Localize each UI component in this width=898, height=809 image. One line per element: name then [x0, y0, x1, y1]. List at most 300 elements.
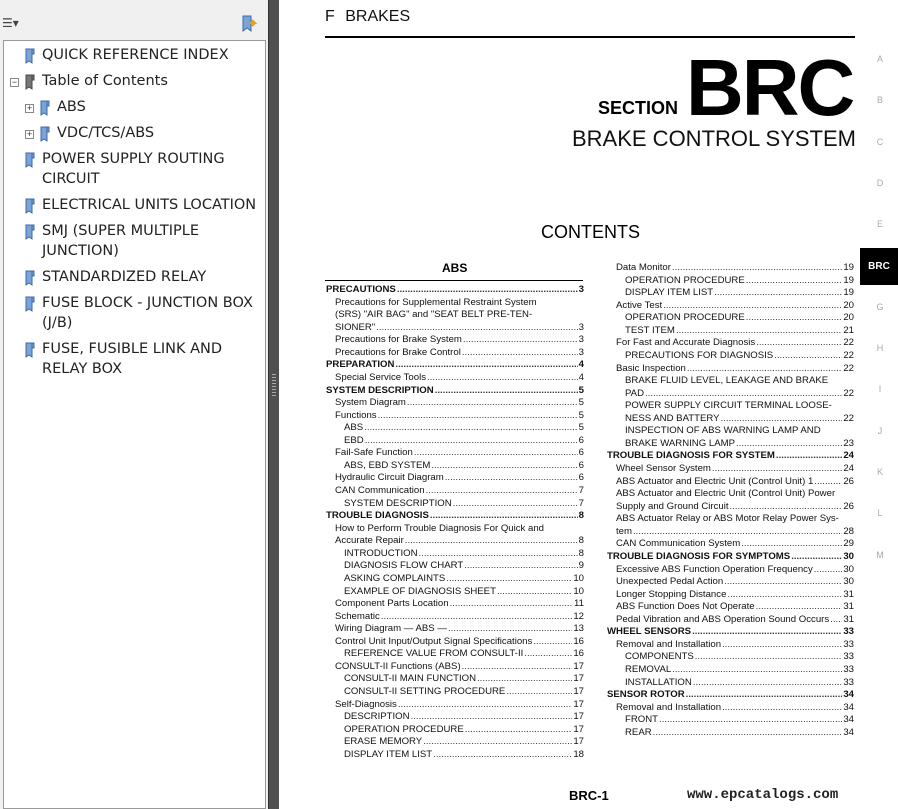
dot-leader — [645, 388, 842, 401]
toc-entry-page: 17 — [573, 723, 584, 735]
toc-entry-title: DISPLAY ITEM LIST — [625, 287, 714, 299]
toc-entry-page: 24 — [843, 450, 854, 462]
toc-entry[interactable] — [607, 350, 854, 363]
dot-leader — [746, 275, 843, 288]
toc-entry-title: ABS Actuator and Electric Unit (Control Unit) 1 — [616, 475, 814, 487]
toc-entry-title: TROUBLE DIAGNOSIS FOR SYSTEM — [607, 450, 775, 462]
toc-entry[interactable] — [607, 564, 854, 577]
toc-entry-title: ABS Actuator Relay or ABS Motor Relay Power Sys- — [616, 513, 839, 525]
toc-entry[interactable] — [607, 727, 854, 740]
dot-leader — [659, 714, 842, 727]
toc-entry-title: REFERENCE VALUE FROM CONSULT-II — [344, 648, 524, 660]
toc-entry-page: 33 — [843, 664, 854, 675]
dot-leader — [431, 460, 577, 473]
dot-leader — [419, 548, 578, 561]
toc-entry[interactable] — [326, 297, 584, 310]
toc-entry-page: 22 — [843, 362, 854, 374]
toc-entry-title: Data Monitor — [616, 262, 671, 273]
toc-entry-title: CONSULT-II SETTING PROCEDURE — [344, 686, 506, 697]
toc-entry-title: CONSULT-II MAIN FUNCTION — [344, 673, 477, 685]
dot-leader — [524, 648, 572, 661]
dot-leader — [426, 485, 578, 498]
toc-entry-title: DISPLAY ITEM LIST — [344, 748, 433, 760]
toc-entry[interactable] — [607, 589, 854, 602]
dot-leader — [398, 699, 572, 712]
toc-entry[interactable] — [326, 711, 584, 724]
dot-leader — [463, 334, 578, 347]
dot-leader — [672, 262, 842, 275]
section-tab[interactable]: I — [878, 384, 882, 395]
toc-entry[interactable] — [326, 548, 584, 561]
contents-title: CONTENTS — [541, 222, 640, 242]
header-rule — [325, 36, 855, 38]
toc-entry[interactable] — [326, 485, 584, 498]
toc-entry[interactable] — [326, 573, 584, 586]
toc-entry-title: Self-Diagnosis — [335, 698, 397, 710]
dot-leader — [712, 463, 842, 476]
toc-entry-title: Special Service Tools — [335, 371, 427, 383]
dot-leader — [727, 589, 842, 602]
toc-entry-page: 13 — [573, 623, 584, 635]
toc-entry-page: 3 — [578, 346, 584, 358]
toc-entry[interactable] — [326, 535, 584, 548]
section-tab[interactable]: M — [876, 549, 884, 560]
toc-entry[interactable] — [607, 375, 854, 388]
toc-entry[interactable] — [607, 601, 854, 614]
toc-entry[interactable] — [607, 526, 854, 539]
dot-leader — [411, 711, 573, 724]
collapse-icon[interactable]: − — [11, 77, 18, 87]
dot-leader — [430, 510, 578, 523]
dot-leader — [497, 586, 572, 599]
toc-entry[interactable] — [326, 699, 584, 712]
toc-entry-title: Schematic — [335, 610, 380, 622]
toc-entry[interactable] — [326, 422, 584, 435]
toc-entry-page: 30 — [843, 550, 854, 562]
toc-entry-title: BRAKE WARNING LAMP — [625, 437, 735, 449]
toc-entry[interactable] — [607, 463, 854, 476]
toc-entry[interactable] — [326, 611, 584, 624]
toc-entry-page: 17 — [573, 686, 584, 697]
dot-leader — [446, 573, 572, 586]
toc-entry-page: 10 — [573, 585, 584, 597]
toc-entry-page: 4 — [578, 359, 584, 371]
bookmark-icon — [25, 152, 35, 168]
toc-entry-title: PRECAUTIONS — [326, 284, 396, 295]
toc-entry-title: Wheel Sensor System — [616, 463, 711, 474]
section-tab[interactable]: K — [876, 467, 883, 477]
bookmark-icon — [40, 126, 50, 142]
toc-entry-page: 22 — [843, 387, 854, 399]
toc-entry[interactable] — [607, 664, 854, 677]
toc-entry-page: 21 — [843, 324, 854, 336]
toc-entry-page: 9 — [578, 560, 584, 572]
toc-entry[interactable] — [607, 325, 854, 338]
toc-entry-title: PREPARATION — [326, 359, 395, 371]
dot-leader — [687, 363, 842, 376]
toc-entry-page: 5 — [578, 384, 584, 396]
bookmark-item[interactable]: VDC/TCS/ABS — [57, 125, 155, 141]
toc-entry-title: ABS Actuator and Electric Unit (Control Unit) Power — [616, 488, 836, 500]
toc-entry[interactable] — [607, 300, 854, 313]
dot-leader — [433, 749, 572, 762]
toc-entry-page: 7 — [578, 485, 584, 496]
toc-entry-title: ABS, EBD SYSTEM — [344, 459, 431, 471]
toc-entry-page: 19 — [843, 262, 854, 273]
toc-entry[interactable] — [607, 614, 854, 627]
expand-icon[interactable]: + — [26, 129, 33, 139]
toc-entry-page: 17 — [573, 711, 584, 723]
toc-entry-title: Removal and Installation — [616, 638, 722, 650]
bookmark-item[interactable]: ELECTRICAL UNITS LOCATION — [42, 197, 257, 213]
dot-leader — [450, 598, 573, 611]
bookmark-icon — [25, 342, 35, 358]
toc-entry[interactable] — [607, 626, 854, 639]
toc-entry-title: (SRS) "AIR BAG" and "SEAT BELT PRE-TEN- — [335, 309, 533, 321]
toc-entry[interactable] — [607, 651, 854, 664]
toc-entry[interactable] — [607, 450, 854, 463]
toc-entry-title: Accurate Repair — [335, 535, 404, 547]
toc-entry-title: WHEEL SENSORS — [607, 626, 692, 638]
toc-entry-page: 6 — [578, 434, 584, 446]
toc-entry[interactable] — [607, 476, 854, 489]
toc-entry-page: 26 — [843, 475, 854, 487]
toc-entry[interactable] — [607, 438, 854, 451]
dot-leader — [774, 350, 842, 363]
toc-entry[interactable] — [607, 400, 854, 413]
toc-entry-title: SENSOR ROTOR — [607, 689, 685, 701]
toc-entry-title: INTRODUCTION — [344, 547, 418, 559]
toc-entry-page: 24 — [843, 463, 854, 474]
dot-leader — [381, 611, 573, 624]
toc-entry-page: 31 — [843, 601, 854, 613]
toc-entry[interactable] — [326, 284, 584, 297]
toc-entry-page: 8 — [578, 535, 584, 547]
toc-entry-title: Precautions for Brake System — [335, 334, 462, 346]
dot-leader — [776, 450, 842, 463]
panel-splitter[interactable] — [268, 0, 279, 809]
toc-entry-page: 17 — [573, 660, 584, 672]
toc-entry-title: INSPECTION OF ABS WARNING LAMP AND — [625, 425, 821, 437]
toc-entry-page: 5 — [578, 409, 584, 421]
toc-entry-page: 33 — [843, 676, 854, 688]
toc-entry-title: Control Unit Input/Output Signal Specifications — [335, 635, 533, 647]
toc-entry-page: 34 — [843, 726, 854, 738]
toc-entry-page: 6 — [578, 447, 584, 459]
toc-entry[interactable] — [326, 347, 584, 360]
toc-entry[interactable] — [607, 262, 854, 275]
toc-entry-title: Hydraulic Circuit Diagram — [335, 472, 444, 484]
toc-entry[interactable] — [326, 661, 584, 674]
toc-entry-title: Precautions for Brake Control — [335, 346, 461, 358]
toc-entry-title: EBD — [344, 434, 364, 446]
toc-entry-title: Excessive ABS Function Operation Frequency — [616, 563, 813, 575]
toc-entry-page: 17 — [573, 736, 584, 748]
toc-entry[interactable] — [326, 648, 584, 661]
toc-entry-title: DESCRIPTION — [344, 711, 410, 723]
toc-entry[interactable] — [326, 498, 584, 511]
section-tab-active[interactable]: BRC — [860, 248, 898, 285]
dot-leader — [414, 447, 578, 460]
toc-entry[interactable] — [607, 513, 854, 526]
toc-entry-title: SYSTEM DESCRIPTION — [326, 384, 434, 396]
toc-entry[interactable] — [326, 586, 584, 599]
toc-entry[interactable] — [326, 724, 584, 737]
section-code: BRC — [686, 43, 854, 132]
dot-leader — [453, 498, 578, 511]
dot-leader — [756, 601, 843, 614]
expand-bookmark-icon[interactable] — [240, 15, 258, 33]
watermark: www.epcatalogs.com — [687, 787, 839, 803]
dot-leader — [506, 686, 572, 699]
dot-leader — [814, 476, 842, 489]
section-title: BRAKE CONTROL SYSTEM — [571, 126, 856, 151]
toc-entry-title: ABS Function Does Not Operate — [616, 601, 755, 613]
expand-icon[interactable]: + — [26, 103, 33, 113]
toc-entry-page: 22 — [843, 337, 854, 349]
toc-entry-title: SYSTEM DESCRIPTION — [344, 497, 452, 509]
toc-entry-page: 30 — [843, 576, 854, 588]
toc-entry-title: FRONT — [625, 714, 659, 726]
section-tab[interactable]: D — [876, 177, 884, 188]
dot-leader — [741, 538, 842, 551]
toc-entry[interactable] — [326, 749, 584, 762]
dot-leader — [730, 501, 843, 514]
toc-entry[interactable] — [607, 425, 854, 438]
toc-entry[interactable] — [326, 447, 584, 460]
bookmark-item[interactable]: Table of Contents — [42, 73, 168, 89]
dot-leader — [435, 385, 578, 398]
dot-leader — [462, 661, 573, 674]
toc-entry[interactable] — [326, 523, 584, 536]
section-tab[interactable]: G — [876, 301, 884, 312]
toc-entry-page: 4 — [578, 371, 584, 383]
toc-entry-page: 3 — [578, 321, 584, 333]
toc-entry[interactable] — [607, 538, 854, 551]
dot-leader — [405, 535, 578, 548]
toc-entry[interactable] — [607, 501, 854, 514]
toc-entry-page: 7 — [578, 497, 584, 509]
toc-entry-page: 30 — [843, 563, 854, 575]
toc-entry[interactable] — [326, 309, 584, 322]
dot-leader — [633, 526, 842, 539]
toc-entry[interactable] — [326, 673, 584, 686]
toc-entry-title: TROUBLE DIAGNOSIS — [326, 510, 429, 522]
toc-entry-page: 6 — [578, 472, 584, 484]
toc-entry-title: ASKING COMPLAINTS — [344, 572, 446, 584]
toc-entry[interactable] — [326, 372, 584, 385]
toc-entry[interactable] — [607, 677, 854, 690]
toc-entry-page: 31 — [843, 613, 854, 625]
toc-entry-page: 8 — [578, 547, 584, 559]
toc-entry-page: 20 — [843, 299, 854, 311]
toc-entry-page: 34 — [843, 701, 854, 713]
section-tab[interactable]: B — [876, 95, 883, 106]
toc-entry-title: CAN Communication — [335, 485, 425, 496]
toc-entry[interactable] — [326, 623, 584, 636]
toc-entry-page: 19 — [843, 274, 854, 286]
toc-entry-title: Removal and Installation — [616, 701, 722, 713]
toc-entry-title: EXAMPLE OF DIAGNOSIS SHEET — [344, 585, 496, 597]
page-number: BRC-1 — [569, 788, 609, 803]
toc-entry-title: For Fast and Accurate Diagnosis — [616, 337, 756, 349]
toc-entry-title: Supply and Ground Circuit — [616, 500, 729, 512]
splitter-grip[interactable] — [272, 374, 276, 396]
toc-entry-page: 34 — [843, 714, 854, 726]
bookmark-item[interactable]: QUICK REFERENCE INDEX — [42, 47, 229, 63]
toc-entry-title: INSTALLATION — [625, 676, 692, 688]
toc-entry[interactable] — [326, 636, 584, 649]
toc-entry[interactable] — [326, 686, 584, 699]
toc-entry[interactable] — [326, 359, 584, 372]
toc-entry[interactable] — [607, 488, 854, 501]
dot-leader — [533, 636, 572, 649]
toc-entry[interactable] — [607, 337, 854, 350]
dot-leader — [695, 651, 843, 664]
toc-entry[interactable] — [326, 322, 584, 335]
toc-entry-page: 28 — [843, 525, 854, 537]
toc-entry[interactable] — [326, 510, 584, 523]
toc-entry[interactable] — [607, 551, 854, 564]
toc-entry-title: DIAGNOSIS FLOW CHART — [344, 560, 464, 572]
toc-entry-page: 3 — [578, 334, 584, 346]
section-tab[interactable]: C — [876, 136, 884, 147]
dot-leader — [791, 551, 842, 564]
toc-entry-title: CAN Communication System — [616, 538, 741, 550]
section-tab[interactable]: H — [876, 343, 884, 354]
toc-entry-page: 33 — [843, 651, 854, 663]
toc-entry-title: TROUBLE DIAGNOSIS FOR SYMPTOMS — [607, 550, 791, 562]
options-menu-icon[interactable]: ☰▾ — [2, 16, 19, 30]
section-tab[interactable]: E — [876, 219, 883, 230]
toc-entry[interactable] — [326, 397, 584, 410]
toc-entry-title: PRECAUTIONS FOR DIAGNOSIS — [625, 349, 774, 361]
toc-entry-page: 10 — [573, 572, 584, 584]
toc-entry-title: tem — [616, 525, 632, 537]
toc-entry-title: OPERATION PROCEDURE — [344, 723, 464, 735]
toc-entry-page: 3 — [578, 284, 584, 295]
toc-entry[interactable] — [326, 435, 584, 448]
toc-entry-title: Functions — [335, 409, 377, 421]
toc-entry-page: 5 — [578, 397, 584, 409]
toc-column-left — [326, 284, 584, 761]
toc-entry-page: 8 — [578, 510, 584, 522]
toc-entry[interactable] — [607, 363, 854, 376]
dot-leader — [814, 564, 843, 577]
dot-leader — [427, 372, 578, 385]
toc-column-right — [607, 262, 854, 739]
toc-entry-page: 22 — [843, 412, 854, 424]
toc-entry-page: 17 — [573, 673, 584, 685]
toc-entry[interactable] — [326, 410, 584, 423]
bookmark-item[interactable]: POWER SUPPLY ROUTING CIRCUIT — [42, 151, 225, 187]
dot-leader — [722, 639, 842, 652]
toc-entry[interactable] — [326, 736, 584, 749]
toc-entry-title: PAD — [625, 387, 645, 399]
toc-entry[interactable] — [607, 413, 854, 426]
dot-leader — [423, 736, 572, 749]
toc-entry-page: 33 — [843, 638, 854, 650]
group-title: ABS — [442, 261, 468, 275]
toc-entry[interactable] — [607, 287, 854, 300]
toc-entry-title: TEST ITEM — [625, 324, 675, 336]
toc-entry-title: REAR — [625, 726, 652, 738]
dot-leader — [830, 614, 842, 627]
toc-entry-title: POWER SUPPLY CIRCUIT TERMINAL LOOSE- — [625, 400, 832, 412]
bookmark-icon — [40, 100, 50, 116]
toc-entry[interactable] — [607, 312, 854, 325]
toc-entry-title: Active Test — [616, 299, 663, 311]
bookmark-icon — [25, 48, 35, 64]
bookmark-item[interactable]: FUSE BLOCK - JUNCTION BOX (J/B) — [42, 295, 253, 331]
dot-leader — [445, 472, 578, 485]
bookmark-tree[interactable] — [3, 40, 266, 809]
toc-entry[interactable] — [607, 275, 854, 288]
toc-entry[interactable] — [326, 598, 584, 611]
toc-entry[interactable] — [607, 388, 854, 401]
dot-leader — [676, 325, 842, 338]
section-tab[interactable]: A — [876, 54, 883, 64]
toc-entry[interactable] — [607, 576, 854, 589]
dot-leader — [653, 727, 843, 740]
toc-entry[interactable] — [326, 334, 584, 347]
toc-entry-page: 19 — [843, 287, 854, 299]
toc-entry[interactable] — [326, 472, 584, 485]
dot-leader — [462, 347, 578, 360]
toc-entry-page: 11 — [574, 598, 584, 610]
toc-entry-page: 17 — [573, 698, 584, 710]
toc-entry-title: Component Parts Location — [335, 598, 449, 610]
toc-entry-title: CONSULT-II Functions (ABS) — [335, 660, 461, 672]
toc-entry-page: 22 — [843, 349, 854, 361]
toc-entry[interactable] — [607, 689, 854, 702]
toc-entry-title: System Diagram — [335, 397, 406, 409]
toc-entry-title: Pedal Vibration and ABS Operation Sound Occurs — [616, 613, 830, 625]
section-tab[interactable]: L — [877, 508, 883, 519]
toc-entry-page: 18 — [573, 748, 584, 760]
toc-entry-page: 26 — [843, 500, 854, 512]
bookmarks-toolbar — [0, 10, 268, 38]
bookmark-item[interactable]: ABS — [57, 99, 86, 115]
toc-entry-page: 6 — [578, 459, 584, 471]
dot-leader — [464, 560, 577, 573]
toc-entry-page: 34 — [843, 689, 854, 701]
toc-entry[interactable] — [326, 385, 584, 398]
toc-entry-page: 23 — [843, 437, 854, 449]
toc-entry[interactable] — [326, 560, 584, 573]
bookmark-icon — [25, 198, 35, 214]
toc-entry[interactable] — [607, 714, 854, 727]
toc-entry[interactable] — [607, 702, 854, 715]
dot-leader — [693, 677, 843, 690]
dot-leader — [724, 576, 842, 589]
section-tab[interactable]: J — [877, 425, 883, 436]
bookmark-item[interactable]: SMJ (SUPER MULTIPLE JUNCTION) — [42, 223, 199, 259]
bookmarks-panel — [0, 0, 268, 809]
toc-entry-title: BRAKE FLUID LEVEL, LEAKAGE AND BRAKE — [625, 375, 829, 387]
dot-leader — [692, 626, 842, 639]
dot-leader — [378, 410, 578, 423]
bookmark-item[interactable]: FUSE, FUSIBLE LINK AND RELAY BOX — [42, 341, 223, 377]
toc-entry-title: Basic Inspection — [616, 362, 686, 374]
dot-leader — [364, 422, 577, 435]
toc-entry[interactable] — [607, 639, 854, 652]
toc-entry[interactable] — [326, 460, 584, 473]
bookmark-item[interactable]: STANDARDIZED RELAY — [42, 269, 207, 285]
dot-leader — [756, 337, 842, 350]
toc-entry-title: Unexpected Pedal Action — [616, 576, 724, 588]
toc-entry-page: 16 — [573, 648, 584, 660]
